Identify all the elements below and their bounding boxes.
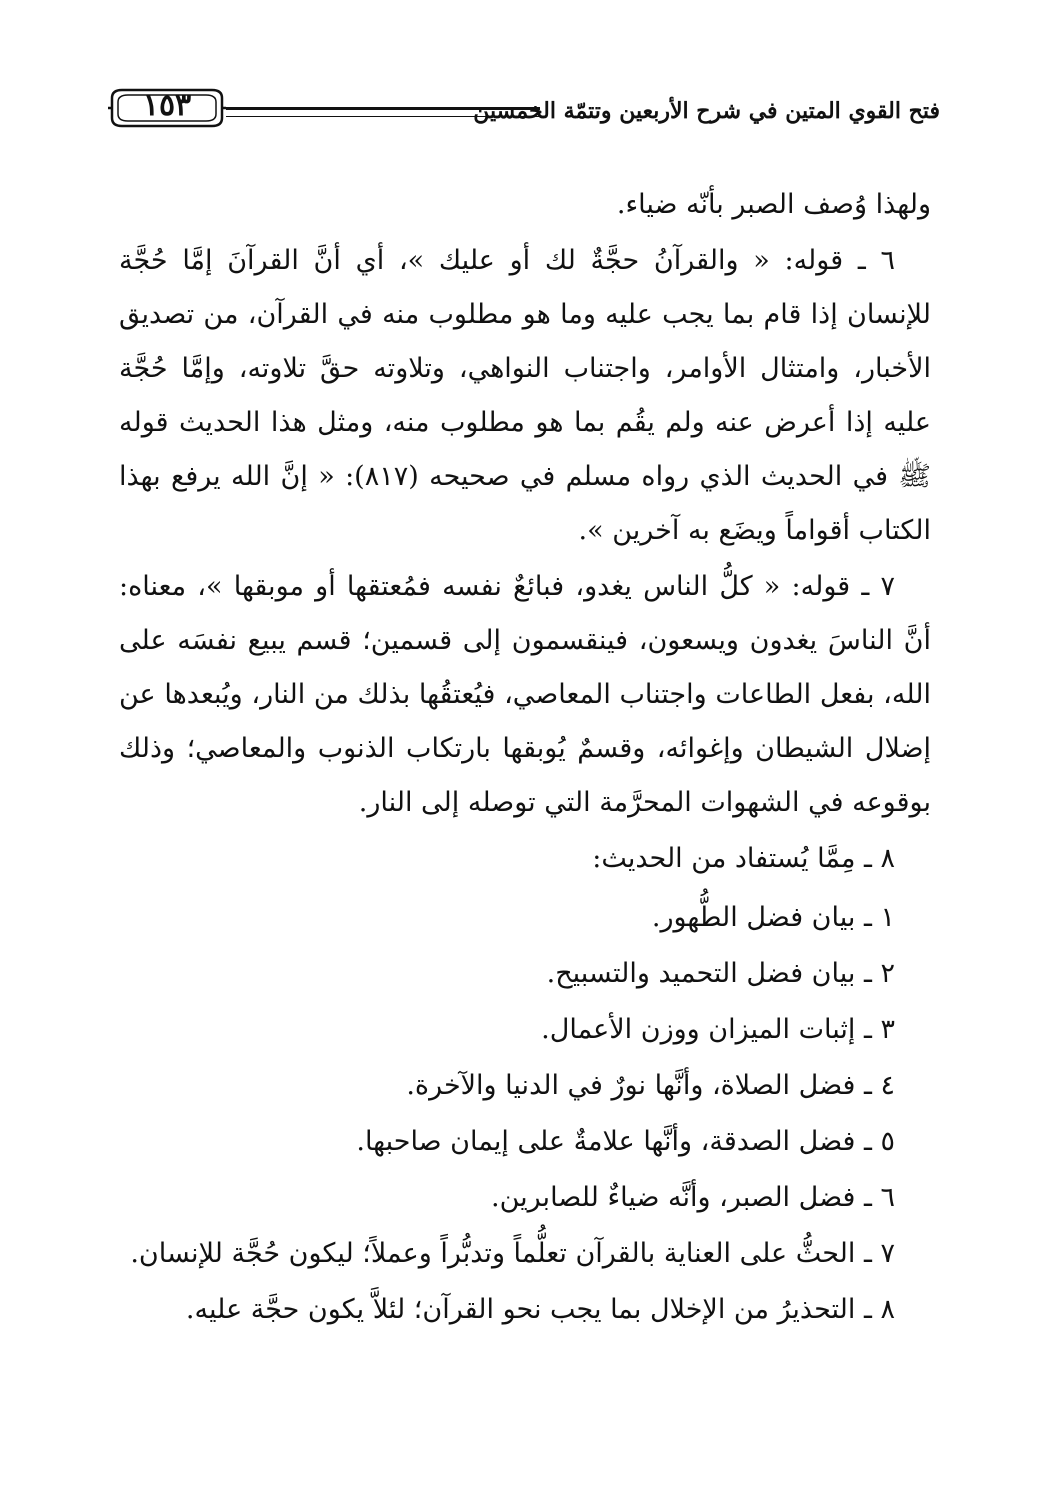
header-rule (226, 107, 540, 117)
list-item: ٢ ـ بيان فضل التحميد والتسبيح. (546, 958, 895, 989)
paragraph-2: ٦ ـ قوله: « والقرآنُ حجَّةٌ لك أو عليك »، أي أنَّ القرآنَ إمَّا حُجَّة للإنسان إذا قام بما يجب عليه وما هو مطلوب منه في القرآن، من تصديق الأخبار، وامتثال الأوامر، واجتناب النواهي، وتلاوته حقَّ تلاوته، وإمَّا حُجَّة عليه إذا أعرض عنه ولم يقُم بما هو مطلوب منه، ومثل هذا الحديث قوله ﷺ في الحديث الذي رواه مسلم في صحيحه (٨١٧): « إنَّ الله يرفع بهذا الكتاب أقواماً ويضَع به آخرين ». (119, 245, 931, 546)
benefits-list (119, 890, 931, 1338)
paragraph-3: ٧ ـ قوله: « كلُّ الناس يغدو، فبائعٌ نفسه فمُعتقها أو موبقها »، معناه: أنَّ الناسَ يغدون ويسعون، فينقسمون إلى قسمين؛ قسم يبيع نفسَه على الله، بفعل الطاعات واجتناب المعاصي، فيُعتقُها بذلك من النار، ويُبعدها عن إضلال الشيطان وإغوائه، وقسمٌ يُوبقها بارتكاب الذنوب والمعاصي؛ وذلك بوقوعه في الشهوات المحرَّمة التي توصله إلى النار. (119, 571, 931, 818)
page-header (108, 78, 940, 138)
list-item: ٣ ـ إثبات الميزان ووزن الأعمال. (541, 1014, 895, 1045)
page-number: ١٥٣ (142, 88, 192, 123)
paragraph-1: ولهذا وُصف الصبر بأنّه ضياء. (616, 189, 931, 220)
list-item: ٨ ـ التحذيرُ من الإخلال بما يجب نحو القرآن؛ لئلاَّ يكون حجَّة عليه. (185, 1294, 895, 1325)
page-body (119, 178, 931, 1338)
book-title: فتح القوي المتين في شرح الأربعين وتتمّة الخمسين (473, 98, 940, 124)
list-item: ٤ ـ فضل الصلاة، وأنَّها نورٌ في الدنيا والآخرة. (406, 1070, 895, 1101)
paragraph-4: ٨ ـ مِمَّا يُستفاد من الحديث: (592, 843, 895, 874)
list-item: ٦ ـ فضل الصبر، وأنَّه ضياءٌ للصابرين. (491, 1182, 895, 1213)
page-number-frame (108, 86, 226, 130)
list-item: ١ ـ بيان فضل الطُّهور. (651, 902, 895, 933)
list-item: ٥ ـ فضل الصدقة، وأنَّها علامةٌ على إيمان صاحبها. (356, 1126, 895, 1157)
list-item: ٧ ـ الحثُّ على العناية بالقرآن تعلُّماً وتدبُّراً وعملاً؛ ليكون حُجَّة للإنسان. (130, 1238, 895, 1269)
